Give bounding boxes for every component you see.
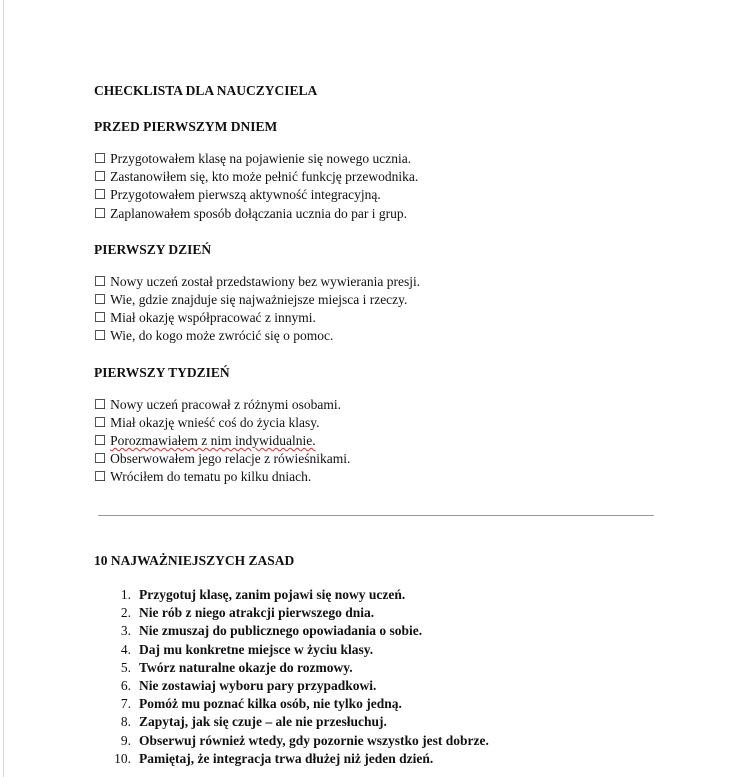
checklist-item bbox=[94, 450, 664, 468]
rule-item bbox=[94, 713, 694, 731]
rule-number: 1. bbox=[120, 587, 131, 602]
checklist bbox=[94, 396, 664, 487]
horizontal-divider bbox=[98, 515, 654, 516]
rule-item bbox=[94, 604, 694, 622]
checkbox-icon[interactable]: ☐ bbox=[94, 414, 107, 430]
checkbox-icon[interactable]: ☐ bbox=[94, 328, 107, 344]
rule-number: 9. bbox=[120, 732, 131, 748]
checklist-item bbox=[94, 327, 664, 345]
rules-list bbox=[94, 586, 694, 768]
checkbox-icon[interactable]: ☐ bbox=[94, 469, 107, 485]
checklist-item-text: Porozmawiałem z nim indywidualnie. bbox=[110, 433, 316, 449]
checklist-item-text: Przygotowałem pierwszą aktywność integracyjną. bbox=[110, 187, 381, 203]
checkbox-icon[interactable]: ☐ bbox=[94, 151, 107, 166]
checklist-content bbox=[94, 82, 664, 505]
rule-number: 4. bbox=[120, 641, 131, 657]
checkbox-icon[interactable]: ☐ bbox=[94, 433, 107, 449]
rule-item bbox=[94, 695, 694, 713]
section-heading: PRZED PIERWSZYM DNIEM bbox=[94, 119, 278, 134]
checklist-item bbox=[94, 414, 664, 432]
rule-number: 7. bbox=[120, 696, 131, 712]
checklist-item-text: Nowy uczeń został przedstawiony bez wywierania presji. bbox=[110, 273, 421, 289]
checklist-item bbox=[94, 309, 664, 327]
rule-text: Nie zmuszaj do publicznego opowiadania o sobie. bbox=[139, 623, 423, 639]
rule-item bbox=[94, 750, 694, 768]
checkbox-icon[interactable]: ☐ bbox=[94, 187, 107, 203]
checklist-item bbox=[94, 150, 664, 168]
rule-text: Nie zostawiaj wyboru pary przypadkowi. bbox=[139, 678, 377, 694]
checklist-item-text: Miał okazję współpracować z innymi. bbox=[110, 310, 316, 326]
rule-text: Obserwuj również wtedy, gdy pozornie wszystko jest dobrze. bbox=[139, 732, 489, 748]
checklist-item-text: Wróciłem do tematu po kilku dniach. bbox=[110, 469, 312, 485]
rule-text: Twórz naturalne okazje do rozmowy. bbox=[139, 659, 353, 675]
checklist bbox=[94, 150, 664, 223]
rule-text: Pomóż mu poznać kilka osób, nie tylko jedną. bbox=[139, 696, 402, 712]
rule-number: 8. bbox=[120, 714, 131, 730]
checklist-item bbox=[94, 291, 664, 309]
checklist-item-text: Nowy uczeń pracował z różnymi osobami. bbox=[110, 396, 342, 412]
checkbox-icon[interactable]: ☐ bbox=[94, 273, 107, 289]
checkbox-icon[interactable]: ☐ bbox=[94, 451, 107, 467]
checklist-item bbox=[94, 273, 664, 291]
checklist-item-text: Wie, do kogo może zwrócić się o pomoc. bbox=[110, 328, 334, 344]
page-edge bbox=[3, 0, 4, 777]
checklist-item bbox=[94, 432, 664, 450]
checklist-item bbox=[94, 168, 664, 186]
checkbox-icon[interactable]: ☐ bbox=[94, 169, 107, 185]
checklist-item bbox=[94, 396, 664, 414]
rule-number: 6. bbox=[120, 678, 131, 694]
rule-text: Daj mu konkretne miejsce w życiu klasy. bbox=[139, 641, 374, 657]
checkbox-icon[interactable]: ☐ bbox=[94, 205, 107, 221]
rule-item bbox=[94, 677, 694, 695]
checklist-item-text: Zastanowiłem się, kto może pełnić funkcję przewodnika. bbox=[110, 169, 419, 185]
section-heading: PIERWSZY DZIEŃ bbox=[94, 241, 212, 257]
checklist-item-text: Obserwowałem jego relacje z rówieśnikami. bbox=[110, 451, 351, 467]
checklist-item-text: Wie, gdzie znajduje się najważniejsze miejsca i rzeczy. bbox=[110, 292, 408, 308]
rule-number: 2. bbox=[120, 605, 131, 621]
checklist-item bbox=[94, 186, 664, 204]
rule-item bbox=[94, 732, 694, 750]
section-heading: PIERWSZY TYDZIEŃ bbox=[94, 364, 230, 380]
checklist-item-text: Przygotowałem klasę na pojawienie się nowego ucznia. bbox=[110, 151, 412, 166]
checklist bbox=[94, 273, 664, 346]
rule-number: 3. bbox=[120, 623, 131, 639]
rule-item bbox=[94, 659, 694, 677]
document-title: CHECKLISTA DLA NAUCZYCIELA bbox=[94, 83, 318, 98]
checklist-item bbox=[94, 468, 664, 486]
rule-text: Nie rób z niego atrakcji pierwszego dnia. bbox=[139, 605, 375, 621]
checkbox-icon[interactable]: ☐ bbox=[94, 310, 107, 326]
rule-item bbox=[94, 622, 694, 640]
rule-number: 5. bbox=[120, 659, 131, 675]
rule-text: Przygotuj klasę, zanim pojawi się nowy uczeń. bbox=[139, 587, 406, 602]
rule-item bbox=[94, 641, 694, 659]
checklist-item-text: Miał okazję wnieść coś do życia klasy. bbox=[110, 414, 320, 430]
checkbox-icon[interactable]: ☐ bbox=[94, 292, 107, 308]
rule-text: Pamiętaj, że integracja trwa dłużej niż jeden dzień. bbox=[139, 750, 434, 766]
checkbox-icon[interactable]: ☐ bbox=[94, 396, 107, 412]
rules-section bbox=[94, 552, 694, 768]
rules-heading: 10 NAJWAŻNIEJSZYCH ZASAD bbox=[94, 553, 295, 568]
checklist-item bbox=[94, 205, 664, 223]
rule-text: Zapytaj, jak się czuje – ale nie przesłuchuj. bbox=[139, 714, 387, 730]
rule-item bbox=[94, 586, 694, 604]
checklist-item-text: Zaplanowałem sposób dołączania ucznia do par i grup. bbox=[110, 205, 408, 221]
rule-number: 10. bbox=[114, 750, 131, 766]
